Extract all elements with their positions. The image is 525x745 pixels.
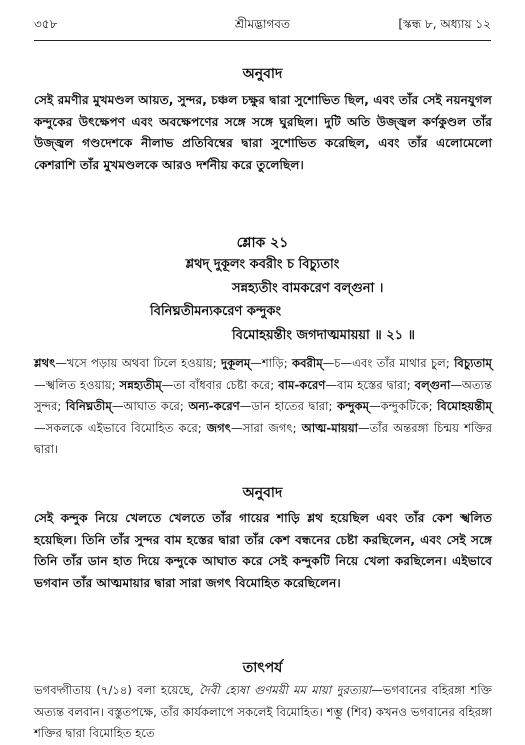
synonym-word: বল্গুনা (414, 377, 451, 392)
purport-text-after: —ভগবানের বহিরঙ্গা শক্তি অত্যন্ত বলবান। বস্তুতপক্ষে, তাঁর কার্যকলাপে সকলেই বিমোহিত। শম্ভু (শিব) কখনও ভগবানের বহিরঙ্গা শক্তির দ্বারা বিমোহিত হতে (34, 683, 492, 740)
synonym-meaning: স্খলিত হওয়ায়; (45, 377, 120, 392)
synonym-meaning: শাড়ি; (261, 356, 292, 370)
synonym-meaning: বাম হস্তের দ্বারা; (337, 377, 415, 392)
verse-line: শ্লথদ্ দুকূলং কবরীং চ বিচ্যুতাং (185, 257, 340, 272)
translation-heading: অনুবাদ (242, 66, 283, 82)
section-reference: [স্কন্ধ ৮, অধ্যায় ১২ (398, 17, 491, 31)
purport-text (34, 680, 492, 745)
synonym-word: জগৎ (206, 420, 231, 435)
synonym-meaning: তা বাঁধবার চেষ্টা করে; (173, 377, 279, 392)
header-rule (34, 40, 491, 41)
verse-line: বিনিঘ্নতীমন্যকরেণ কন্দুকং (150, 304, 282, 319)
synonym-meaning: সারা জগৎ; (242, 420, 302, 435)
synonym-word: সন্নহ্যতীম্ (119, 377, 162, 392)
verse-line: সন্নহ্যতীং বামকরেণ বল্গুনা । (232, 281, 384, 296)
word-for-word-synonyms: শ্লথৎ—খসে পড়ায় অথবা ঢিলে হওয়ায়; দুকূলম্—শাড়ি; কবরীম্—চ—এবং তাঁর মাথার চুল; বিচ্যুতাম্—স্খলিত হওয়ায়; সন্নহ্যতীম্—তা বাঁধবার চেষ্টা করে; বাম-করেণ—বাম হস্তের দ্বারা; বল্গুনা—অত্যন্ত সুন্দর; বিনিঘ্নতীম্—আঘাত করে; অন্য-করেণ—ডান হাতের দ্বারা; কন্দুকম্—কন্দুকটিকে; বিমোহয়ন্তীম্—সকলকে এইভাবে বিমোহিত করে; জগৎ—সারা জগৎ; আত্ম-মায়য়া—তাঁর অন্তরঙ্গা চিন্ময় শক্তির দ্বারা। (34, 356, 492, 456)
synonym-meaning: আঘাত করে; (123, 399, 189, 413)
translation-heading: অনুবাদ (242, 485, 283, 501)
synonym-word: আত্ম-মায়য়া (301, 420, 359, 435)
synonym-meaning: চ—এবং তাঁর মাথার চুল; (334, 356, 455, 370)
synonym-word: কন্দুকম্ (337, 399, 370, 413)
translation-text: সেই কন্দুক নিয়ে খেলতে খেলতে তাঁর গায়ের শাড়ি শ্লথ হয়েছিল এবং তাঁর কেশ স্খলিত হয়েছিল। তিনি তাঁর সুন্দর বাম হস্তের দ্বারা তাঁর কেশ বন্ধনের চেষ্টা করছিলেন, এবং সেই সঙ্গে তিনি তাঁর ডান হাত দিয়ে কন্দুকে আঘাত করে সেই কন্দুকটি নিয়ে খেলা করছিলেন। এইভাবে ভগবান তাঁর আত্মমায়ার দ্বারা সারা জগৎ বিমোহিত করেছিলেন। (34, 511, 492, 590)
synonym-word: বাম-করেণ (278, 377, 326, 392)
synonym-meaning: কন্দুকটিকে; (380, 399, 438, 413)
synonym-word: বিনিঘ্নতীম্ (65, 399, 112, 413)
purport-heading: তাৎপর্য (242, 660, 283, 676)
book-title: শ্রীমদ্ভাগবত (234, 17, 290, 31)
purport-text-before: ভগবদ্গীতায় (৭/১৪) বলা হয়েছে, (34, 683, 200, 697)
synonym-word: শ্লথৎ (34, 356, 56, 370)
synonym-word: বিচ্যুতাম্ (454, 356, 492, 370)
synonym-word: অন্য-করেণ (188, 399, 240, 413)
purport-quote: দৈবী হ্যেষা গুণময়ী মম মায়া দুরত্যয়া (199, 683, 372, 697)
synonym-meaning: খসে পড়ায় অথবা ঢিলে হওয়ায়; (66, 356, 222, 370)
translation-text: সেই রমণীর মুখমণ্ডল আয়ত, সুন্দর, চঞ্চল চক্ষুর দ্বারা সুশোভিত ছিল, এবং তাঁর সেই নয়নযুগল কন্দুকের উৎক্ষেপণ এবং অবক্ষেপণের সঙ্গে সঙ্গে ঘুরছিল। দুটি অতি উজ্জ্বল কর্ণকুণ্ডল তাঁর উজ্জ্বল গণ্ডদেশকে নীলাভ প্রতিবিম্বের দ্বারা সুশোভিত করেছিল, এবং তাঁর এলোমেলো কেশরাশি তাঁর মুখমণ্ডলকে আরও দর্শনীয় করে তুলেছিল। (34, 93, 492, 172)
verse-line: বিমোহয়ন্তীং জগদাত্মমায়য়া ॥ ২১ ॥ (232, 328, 415, 343)
synonym-meaning: তাঁর অন্তরঙ্গা চিন্ময় শক্তির দ্বারা। (34, 420, 492, 456)
verse-heading: শ্লোক ২১ (236, 235, 289, 251)
synonym-word: দুকূলম্ (221, 356, 251, 370)
synonym-meaning: সকলকে এইভাবে বিমোহিত করে; (45, 420, 207, 435)
synonym-meaning: ডান হাতের দ্বারা; (251, 399, 338, 413)
synonym-word: কবরীম্ (291, 356, 323, 370)
synonym-meaning: অত্যন্ত সুন্দর; (34, 377, 492, 413)
page-number: ৩৫৮ (34, 17, 58, 31)
synonym-word: বিমোহয়ন্তীম্ (437, 399, 492, 413)
